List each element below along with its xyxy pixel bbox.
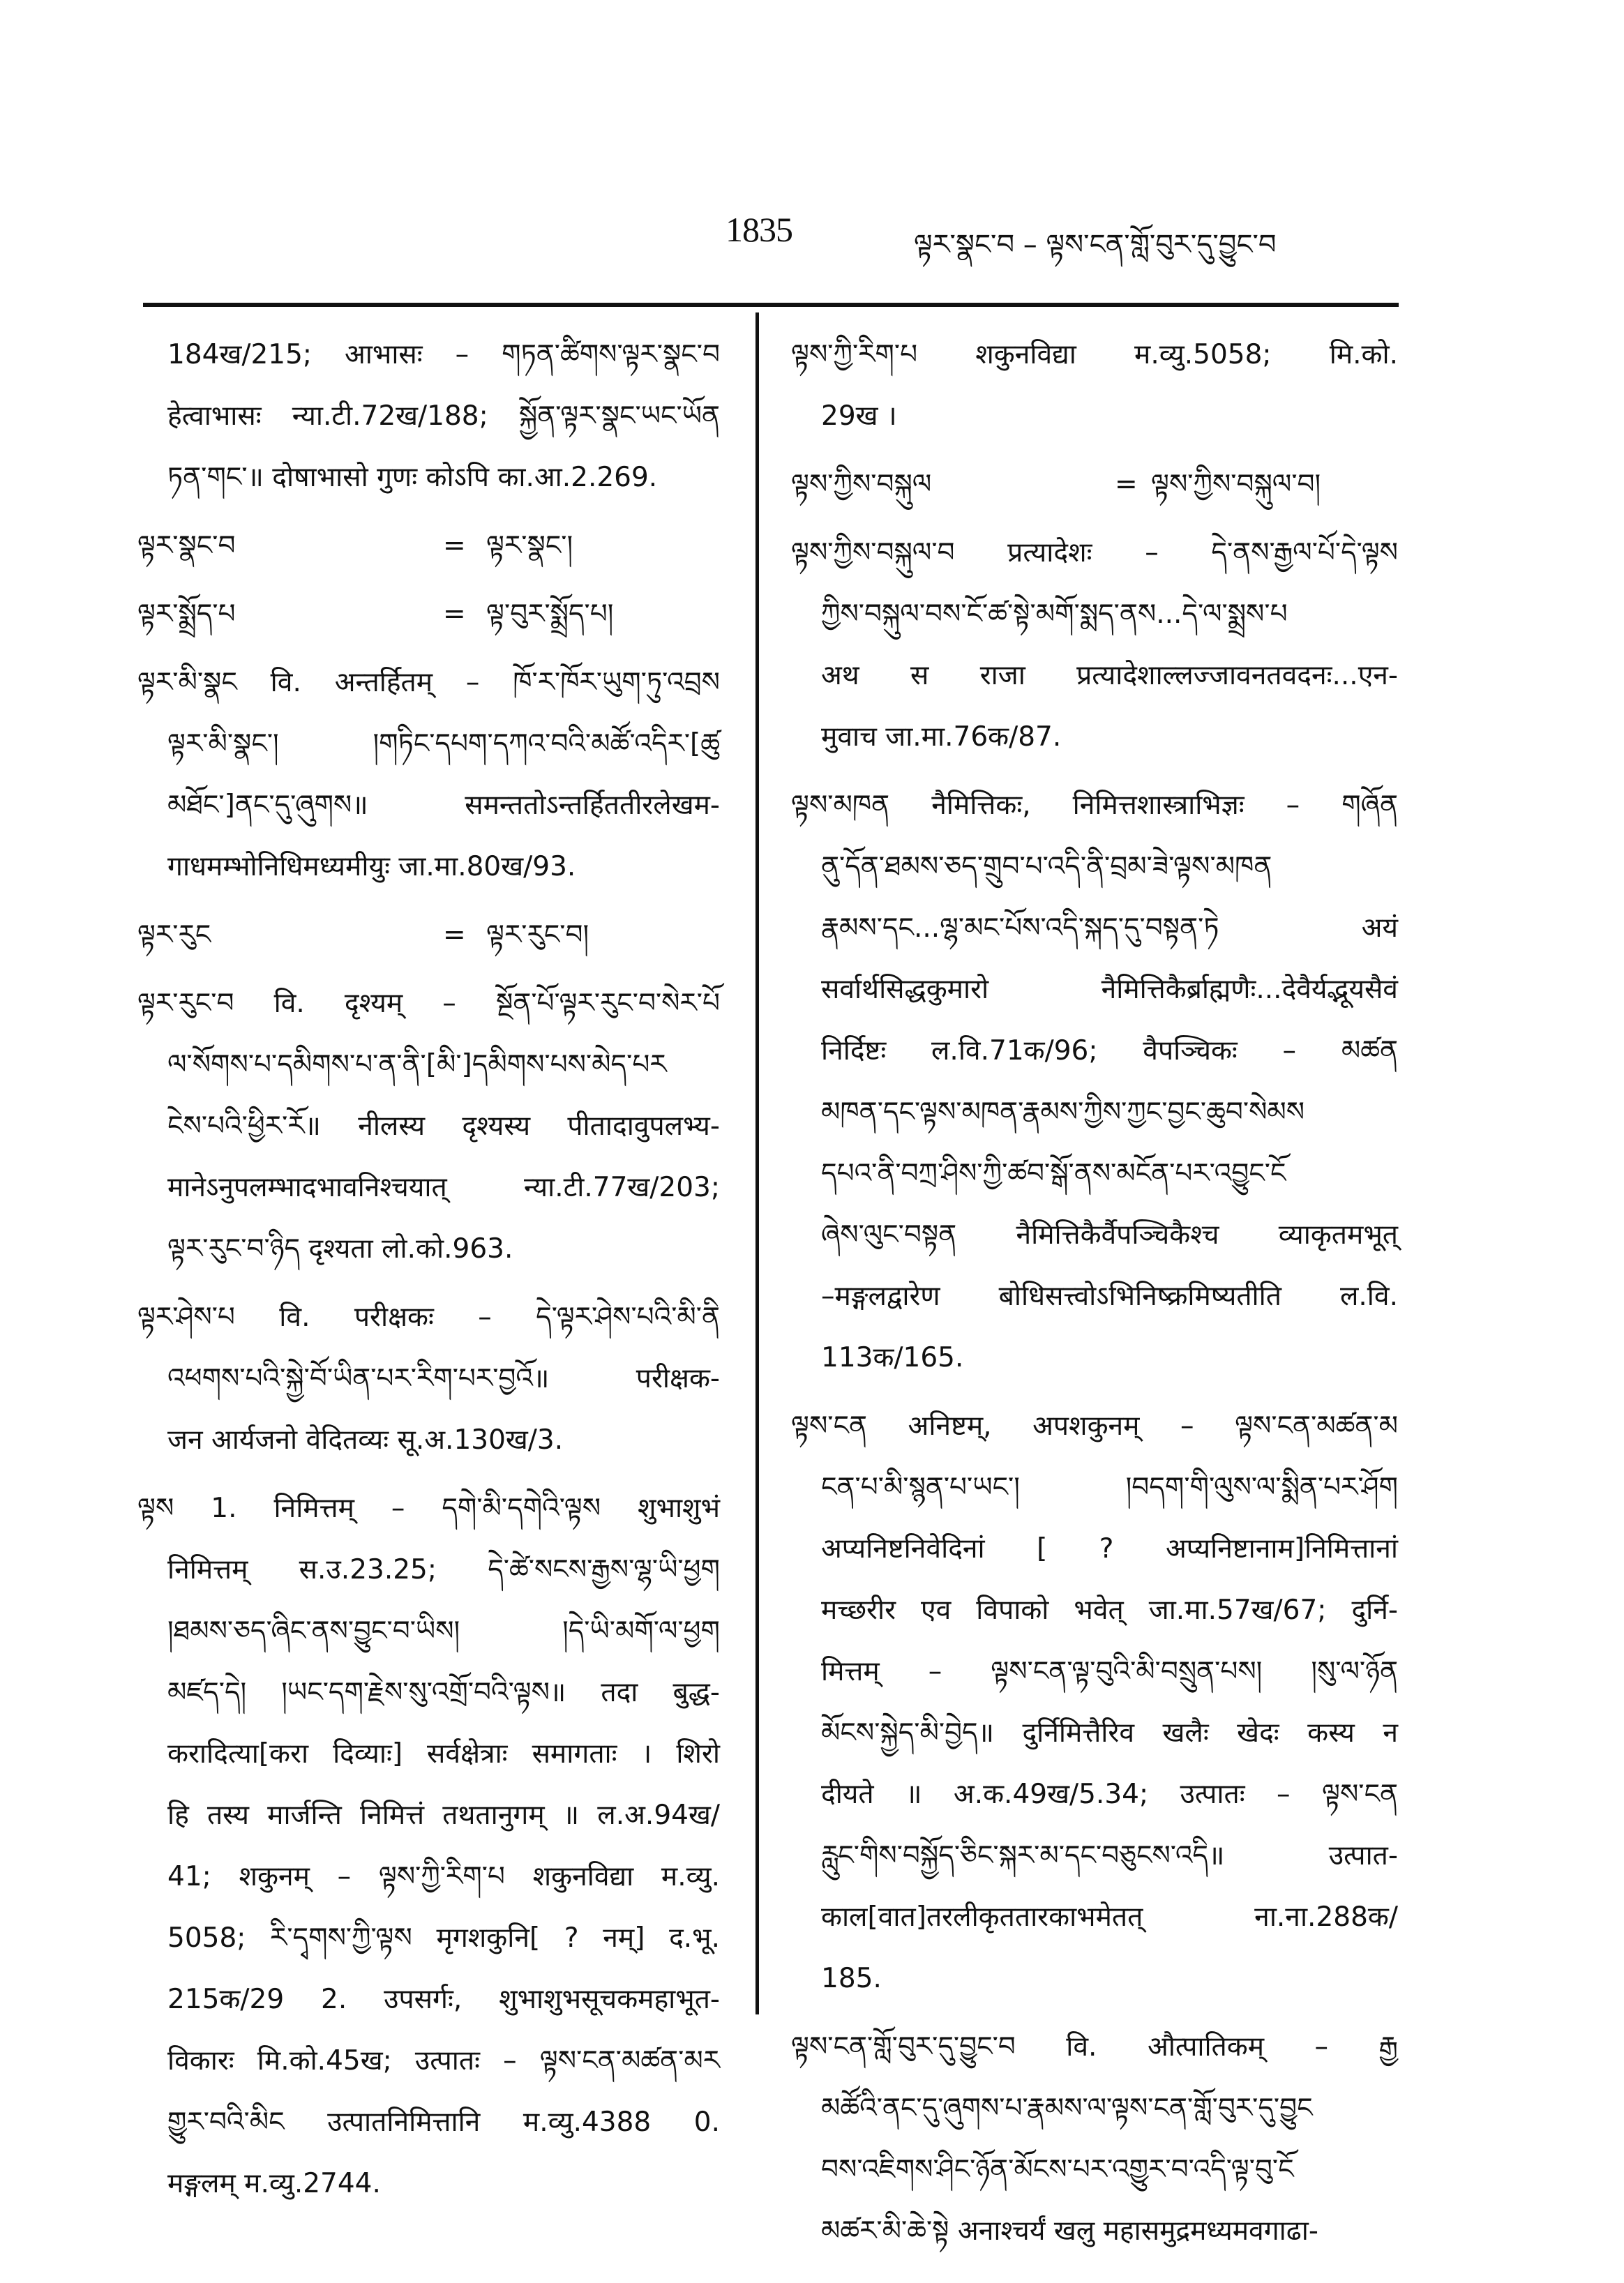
entry-first-line: ལྟར་རུང་བ वि. दृश्यम् – སྔོན་པོ་ལྟར་རུང་བ་སེར་པོ [137, 988, 720, 1019]
dictionary-entry [791, 775, 1398, 1389]
entry-line: निमित्तम् स.उ.23.25; དེ་ཚེ་སངས་རྒྱས་ལྷ་ཡི་ཕྱག [167, 1554, 720, 1585]
entry-line: 184ख/215; आभासः – གཏན་ཚིགས་ལྟར་སྣང་བ [167, 339, 720, 370]
entry-line: མཁན་དང་ལྟས་མཁན་རྣམས་ཀྱིས་ཀྱང་བྱང་ཆུབ་སེམས [821, 1097, 1305, 1128]
entry-line: हि तस्य मार्जन्ति निमित्तं तथतानुगम् ॥ ल.अ.94ख/ [167, 1800, 720, 1831]
entry-line: करादित्या[करा दिव्याः] सर्वक्षेत्राः समागताः । शिरो [167, 1738, 720, 1770]
cross-reference-target: ལྟ་བུར་སྨྲོད་པ། [486, 598, 614, 630]
cross-reference-entry [137, 584, 720, 645]
entry-line: 5058; རི་དྭགས་ཀྱི་ལྟས मृगशकुनि[ ? नम्] द.भू. [167, 1922, 720, 1954]
entry-line: རྣམས་དང...ལྷ་མང་པོས་འདི་སྐད་དུ་བསྟན་ཏེ अयं [821, 912, 1398, 944]
dictionary-entry [791, 522, 1398, 768]
column-divider [755, 312, 759, 2014]
entry-line: 29ख । [821, 400, 897, 432]
entry-line: मानेऽनुपलम्भादभावनिश्चयात् न्या.टी.77ख/203; [167, 1172, 720, 1203]
entry-line: 185. [821, 1963, 882, 1994]
cross-reference-entry [137, 905, 720, 966]
entry-first-line: ལྟས 1. निमित्तम् – དགེ་མི་དགེའི་ལྟས शुभाशुभं [137, 1493, 720, 1524]
dictionary-entry [137, 1287, 720, 1471]
entry-line: मुवाच जा.मा.76क/87. [821, 721, 1062, 753]
entry-line: –मङ्गलद्वारेण बोधिसत्त्वोऽभिनिष्क्रमिष्यतीति ल.वि. [821, 1281, 1398, 1312]
entry-line: निर्दिष्टः ल.वि.71क/96; वैपञ्चिकः – མཚན [821, 1035, 1398, 1067]
entry-line: विकारः मि.को.45ख; उत्पातः – ལྟས་ངན་མཚན་མར [167, 2045, 720, 2077]
entry-line: जन आर्यजनो वेदितव्यः सू.अ.130ख/3. [167, 1424, 564, 1456]
equals-sign: = [443, 530, 466, 562]
header-rule [143, 303, 1399, 307]
dictionary-entry [137, 905, 720, 966]
entry-line: དཔའ་ནི་བཀྲ་ཤིས་ཀྱི་ཚབ་སྒོ་ནས་མངོན་པར་འབྱུང་ངོ [821, 1158, 1286, 1189]
entry-line: मङ्गलम् म.व्यु.2744. [167, 2168, 381, 2199]
headword: ལྟར་རུང [137, 919, 211, 951]
entry-line: མཐོང་]ནང་དུ་ཞུགས॥ समन्ततोऽन्तर्हिततीरलेखम- [167, 790, 720, 821]
dictionary-entry [137, 652, 720, 898]
entry-line: ཞེས་ལུང་བསྟན नैमित्तिकैर्वैपञ्चिकैश्च व्याकृतमभूत् [821, 1219, 1398, 1251]
entry-first-line: ལྟས་ཀྱིས་བསྐུལ་བ प्रत्यादेशः – དེ་ནས་རྒྱལ་པོ་དེ་ལྟས [791, 537, 1398, 568]
entry-line: 41; शकुनम् – ལྟས་ཀྱི་རིག་པ शकुनविद्या म.व्यु. [167, 1861, 720, 1892]
entry-line: ངེས་པའི་ཕྱིར་རོ॥ नीलस्य दृश्यस्य पीतादावुपलभ्य- [167, 1110, 720, 1142]
entry-line: ལྟར་རུང་བ་ཉིད दृश्यता लो.को.963. [167, 1233, 513, 1265]
dictionary-entry [137, 324, 720, 508]
entry-line: 113क/165. [821, 1342, 964, 1373]
cross-reference-target: ལྟས་ཀྱིས་བསྐུལ་བ། [1151, 469, 1321, 500]
dictionary-entry [137, 1478, 720, 2215]
entry-line: दीयते ॥ अ.क.49ख/5.34; उत्पातः – ལྟས་ངན [821, 1779, 1398, 1810]
entry-line: हेत्वाभासः न्या.टी.72ख/188; སྐྱོན་ལྟར་སྣང་ཡང་ཡོན [167, 400, 720, 432]
dictionary-entry [791, 1396, 1398, 2010]
entry-line: མཚོའི་ནང་དུ་ཞུགས་པ་རྣམས་ལ་ལྟས་ངན་གློ་བུར་དུ་བྱུང [821, 2093, 1313, 2124]
dictionary-entry [137, 515, 720, 577]
cross-reference-entry [137, 515, 720, 577]
dictionary-entry [791, 2017, 1398, 2262]
entry-line: मित्तम् – ལྟས་ངན་ལྟ་བུའི་མི་བསྲུན་པས། །སུ་ལ་ཉོན [821, 1656, 1398, 1687]
dictionary-entry [137, 584, 720, 645]
cross-reference-target: ལྟར་སྣང་། [486, 530, 573, 562]
entry-line: ཏན་གང་॥ दोषाभासो गुणः कोऽपि का.आ.2.269. [167, 462, 658, 493]
right-column [791, 324, 1398, 2269]
entry-line: ལྟར་མི་སྣང་། །གཏིང་དཔག་དཀའ་བའི་མཚོ་འདིར་[ཚུ [167, 728, 720, 760]
entry-line: མཚར་མི་ཆེ་སྟེ अनाश्चर्यं खलु महासमुद्रमध्यमवगाढा- [821, 2215, 1318, 2247]
equals-sign: = [443, 919, 466, 951]
entry-line: །ཐམས་ཅད་ཞིང་ནས་བྱུང་བ་ཡིས། །དེ་ཡི་མགོ་ལ་ཕྱག [167, 1615, 720, 1647]
headword: ལྟར་སྣང་བ [137, 530, 236, 562]
cross-reference-entry [791, 454, 1398, 515]
entry-line: མཛད་དེ། །ཡང་དག་རྗེས་སུ་འགྲོ་བའི་ལྟས॥ तदा बुद्ध- [167, 1677, 720, 1708]
entry-line: अथ स राजा प्रत्यादेशाल्लज्जावनतवदनः...एन- [821, 660, 1398, 691]
entry-first-line: ལྟས་མཁན नैमित्तिकः, निमित्तशास्त्राभिज्ञः – གཞོན [791, 790, 1398, 821]
headword: ལྟས་ཀྱིས་བསྐུལ [791, 469, 932, 500]
equals-sign: = [1115, 469, 1138, 500]
equals-sign: = [443, 598, 466, 630]
entry-first-line: ལྟས་ངན अनिष्टम्, अपशकुनम् – ལྟས་ངན་མཚན་མ [791, 1410, 1398, 1442]
entry-line: मच्छरीर एव विपाको भवेत् जा.मा.57ख/67; दुर्नि- [821, 1595, 1398, 1626]
entry-line: འཕགས་པའི་སྐྱེ་བོ་ཡིན་པར་རིག་པར་བྱའོ॥ परीक्षक- [167, 1363, 720, 1394]
entry-line: བས་འཇིགས་ཤིང་ཉོན་མོངས་པར་འགྱུར་བ་འདི་ལྟ་བུ་ངོ [821, 2154, 1294, 2185]
entry-line: काल[वात]तरलीकृततारकाभमेतत् ना.ना.288क/ [821, 1901, 1398, 1933]
entry-line: गाधमम्भोनिधिमध्यमीयुः जा.मा.80ख/93. [167, 851, 576, 882]
left-column [137, 324, 720, 2222]
running-head: ལྟར་སྣང་བ – ལྟས་ངན་གློ་བུར་དུ་བྱུང་བ [914, 229, 1277, 261]
entry-line: ནུ་དོན་ཐམས་ཅད་གྲུབ་པ་འདི་ནི་བྲམ་ཟེ་ལྟས་མཁན [821, 851, 1272, 882]
entry-line: རླུང་གིས་བསྐྱོད་ཅིང་སྐར་མ་དང་བཅུངས་འདི॥ उत्पात- [821, 1840, 1398, 1871]
page-number: 1835 [725, 210, 792, 249]
headword: ལྟར་སྨྲོད་པ [137, 598, 236, 630]
entry-line: सर्वार्थसिद्धकुमारो नैमित्तिकैर्ब्राह्मणैः...देवैर्यद्भूयसैवं [821, 974, 1398, 1005]
dictionary-entry [791, 324, 1398, 447]
entry-first-line: ལྟས་ངན་གློ་བུར་དུ་བྱུང་བ वि. औत्पातिकम् – རྒྱ [791, 2031, 1398, 2063]
entry-line: 215क/29 2. उपसर्गः, शुभाशुभसूचकमहाभूत- [167, 1984, 720, 2015]
dictionary-entry [137, 973, 720, 1280]
entry-line: अप्यनिष्टनिवेदिनां [ ? अप्यनिष्टानाम]निमित्तानां [821, 1533, 1398, 1565]
entry-line: ལ་སོགས་པ་དམིགས་པ་ན་ནི་[མི་]དམིགས་པས་མེད་པར [167, 1049, 667, 1080]
cross-reference-target: ལྟར་རུང་བ། [486, 919, 589, 951]
entry-line: ཀྱིས་བསྐུལ་བས་ངོ་ཚ་སྟེ་མགོ་སྨད་ནས...དེ་ལ་སྨྲས་པ [821, 598, 1288, 630]
entry-line: གྱུར་བའི་མིང उत्पातनिमित्तानि म.व्यु.4388 0. [167, 2107, 720, 2138]
entry-line: ངན་པ་མི་སྙན་པ་ཡང་། །བདག་གི་ལུས་ལ་སྨིན་པར་ཤོག [821, 1472, 1398, 1503]
entry-first-line: ལྟར་མི་སྣང वि. अन्तर्हितम् – ཁོ་ར་ཁོར་ཡུག་ཏུ་འབྲས [137, 667, 720, 698]
dictionary-entry [791, 454, 1398, 515]
entry-first-line: ལྟར་ཤེས་པ वि. परीक्षकः – དེ་ལྟར་ཤེས་པའི་མི་ནི [137, 1302, 720, 1333]
entry-first-line: ལྟས་ཀྱི་རིག་པ शकुनविद्या म.व्यु.5058; मि.को. [791, 339, 1398, 370]
entry-line: མོངས་སྐྱེད་མི་བྱེད॥ दुर्निमित्तैरिव खलैः खेदः कस्य न [821, 1717, 1398, 1749]
